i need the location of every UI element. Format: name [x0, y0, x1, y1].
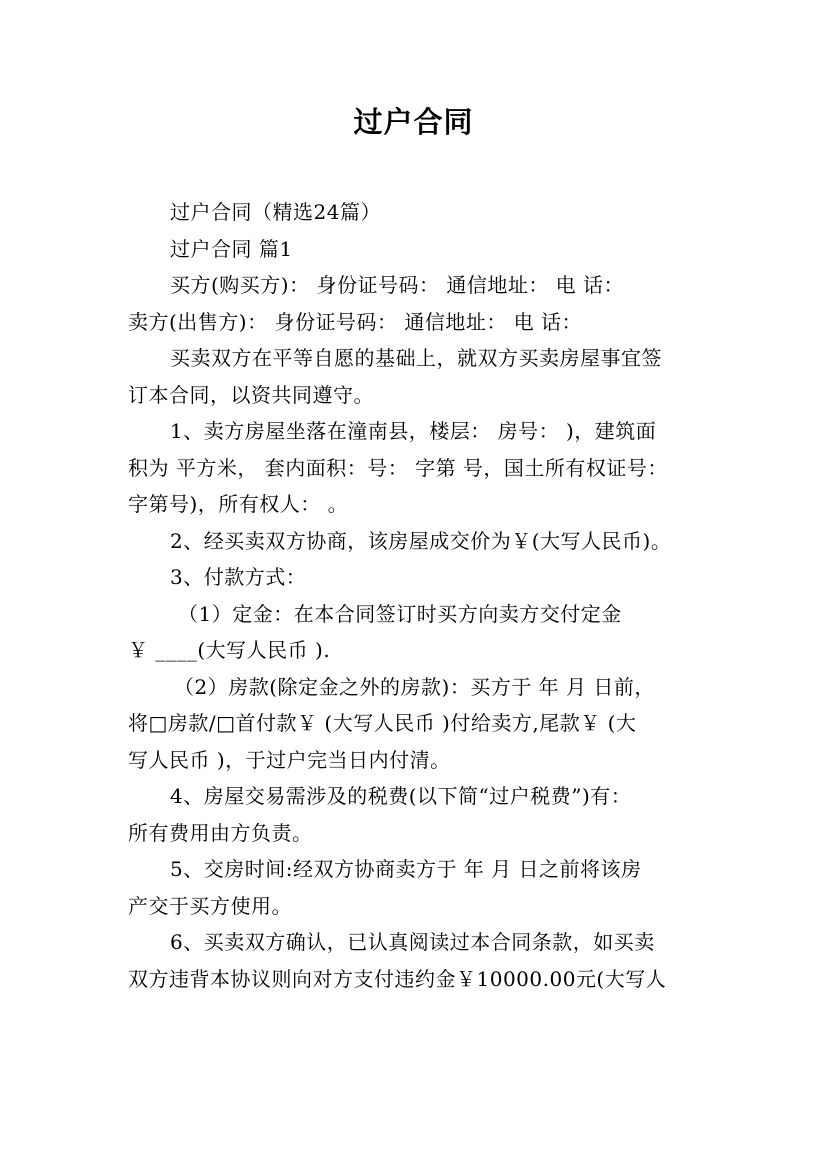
paragraph-line: 过户合同（精选24篇）	[170, 200, 381, 224]
paragraph-line: 产交于买方使用。	[128, 893, 292, 918]
paragraph-line: 将□房款/□首付款￥ (大写人民币 )付给卖方,尾款￥ (大	[128, 711, 637, 735]
paragraph-line: （1）定金：在本合同签订时买方向卖方交付定金	[178, 601, 622, 626]
paragraph-line: 1、卖方房屋坐落在潼南县，楼层： 房号： )，建筑面	[170, 419, 657, 443]
paragraph-line: 字第号)，所有权人： 。	[128, 492, 349, 516]
paragraph-line: 3、付款方式：	[170, 565, 307, 589]
paragraph-line: 写人民币 )，于过户完当日内付清。	[128, 747, 451, 772]
paragraph-line: 所有费用由方负责。	[128, 820, 313, 845]
paragraph-line: 过户合同 篇1	[170, 236, 293, 261]
paragraph-line: 买卖双方在平等自愿的基础上，就双方买卖房屋事宜签	[170, 346, 662, 370]
document-title: 过户合同	[353, 105, 474, 139]
paragraph-line: 积为 平方米， 套内面积：号： 字第 号，国土所有权证号：	[128, 455, 668, 480]
paragraph-line: 6、买卖双方确认，已认真阅读过本合同条款，如买卖	[170, 930, 655, 954]
paragraph-line: 买方(购买方)： 身份证号码： 通信地址： 电 话：	[170, 273, 625, 297]
paragraph-line: 双方违背本协议则向对方支付违约金￥10000.00元(大写人	[128, 966, 667, 991]
paragraph-line: 4、房屋交易需涉及的税费(以下简“过户税费”)有：	[170, 784, 632, 808]
paragraph-line: 订本合同，以资共同遵守。	[128, 382, 374, 407]
paragraph-line: （2）房款(除定金之外的房款)：买方于 年 月 日前，	[174, 674, 655, 699]
paragraph-line: ￥ ____(大写人民币 ).	[128, 638, 331, 662]
paragraph-line: 2、经买卖双方协商，该房屋成交价为￥(大写人民币)。	[170, 528, 672, 553]
paragraph-line: 5、交房时间:经双方协商卖方于 年 月 日之前将该房	[170, 857, 642, 881]
paragraph-line: 卖方(出售方)： 身份证号码： 通信地址： 电 话：	[128, 309, 583, 334]
document-body	[128, 194, 718, 997]
